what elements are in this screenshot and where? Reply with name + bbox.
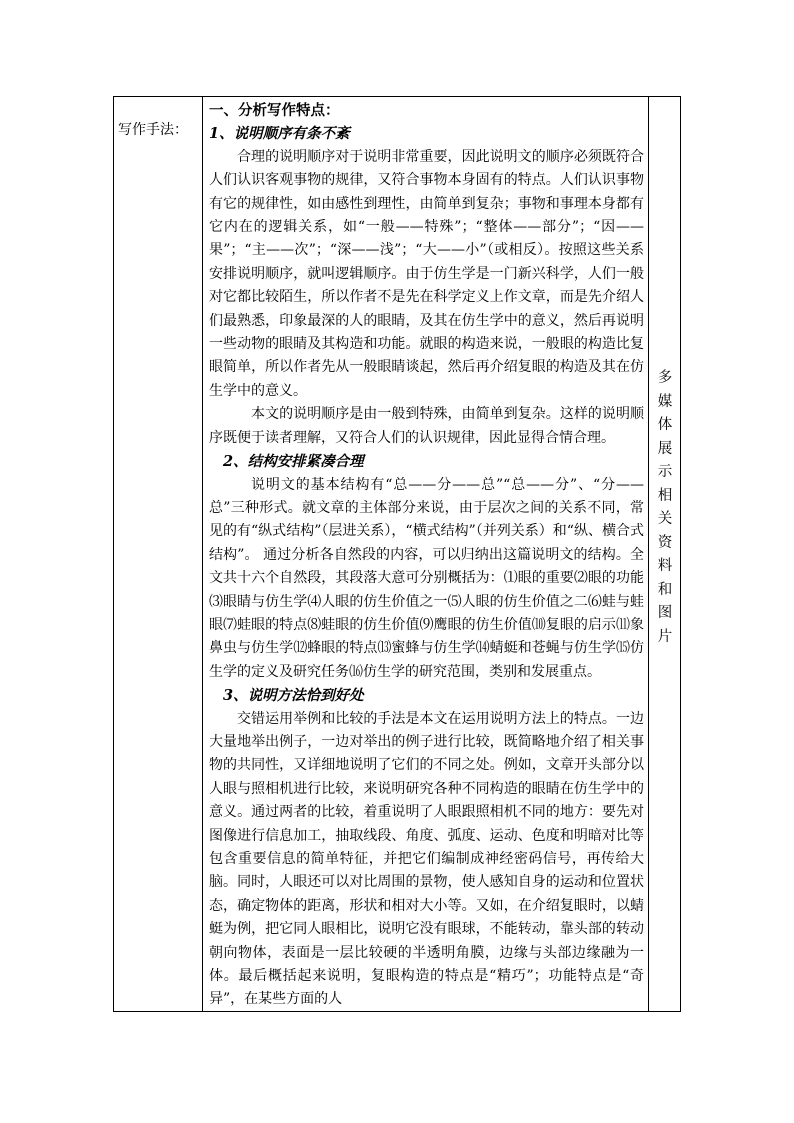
side-char: 相 [657,487,673,504]
side-char: 体 [657,417,673,433]
label-cell [114,97,203,1011]
side-char: 片 [657,628,673,645]
section1-paragraph-2: 本文的说明顺序是由一般到特殊，由简单到复杂。这样的说明顺序既便于读者理解，又符合人们的认识规律，因此显得合情合理。 [209,406,644,446]
label-writing-method: 写作手法： [118,122,188,138]
section1-title: 1、说明顺序有条不紊 [209,125,350,143]
main-content-cell [203,97,649,1011]
side-char: 料 [657,558,673,574]
section3-paragraph-1: 交错运用举例和比较的手法是本文在运用说明方法上的特点。一边大量地举出例子，一边对举出的例子进行比较，既简略地介绍了相关事物的共同性，又详细地说明了它们的不同之处。例如，文章开头部分以人眼与照相机进行比较，来说明研究各种不同构造的眼睛在仿生学中的意义。通过两者的比较，着重说明了人眼跟照相机不同的地方：要先对图像进行信息加工，抽取线段、角度、弧度、运动、色度和明暗对比等包含重要信息的简单特征，并把它们编制成神经密码信号，再传给大脑。同时，人眼还可以对比周围的景物，使人感知自身的运动和位置状态，确定物体的距离，形状和相对大小等。又如，在介绍复眼时，以蜻蜓为例，把它同人眼相比，说明它没有眼球，不能转动，靠头部的转动朝向物体，表面是一层比较硬的半透明角膜，边缘与头部边缘融为一体。最后概括起来说明，复眼构造的特点是“精巧”；功能特点是“奇异”，在某些方面的人 [209,710,644,1008]
section2-title: 2、结构安排紧凑合理 [223,453,364,471]
section2-paragraph-1: 说明文的基本结构有“总——分——总”“总——分”、“分——总”三种形式。就文章的主体部分来说，由于层次之间的关系不同，常见的有“纵式结构”（层进关系），“横式结构”（并列关系）和“纵、横合式结构”。 通过分析各自然段的内容，可以归纳出这篇说明文的结构。全文共十六个自然段，其段落大意可分别概括为：⑴眼的重要⑵眼的功能⑶眼睛与仿生学⑷人眼的仿生价值之一⑸人眼的仿生价值之二⑹蛙与蛙眼⑺蛙眼的特点⑻蛙眼的仿生价值⑼鹰眼的仿生价值⑽复眼的启示⑾象鼻虫与仿生学⑿蜂眼的特点⒀蜜蜂与仿生学⒁蜻蜓和苍蝇与仿生学⒂仿生学的定义及研究任务⒃仿生学的研究范围，类别和发展重点。 [209,476,644,680]
section3-title: 3、说明方法恰到好处 [223,687,364,705]
side-char: 示 [657,464,673,480]
content-table [113,96,681,1012]
side-char: 和 [657,581,673,598]
section-heading: 一、分析写作特点： [209,102,340,119]
side-char: 多 [657,370,673,386]
side-note-vertical-text [655,367,675,649]
side-char: 展 [657,440,673,457]
side-char: 媒 [657,393,673,410]
side-char: 关 [657,511,673,527]
side-char: 资 [657,534,673,551]
section1-paragraph-1: 合理的说明顺序对于说明非常重要，因此说明文的顺序必须既符合人们认识客观事物的规律，又符合事物本身固有的特点。人们认识事物有它的规律性，如由感性到理性，由简单到复杂；事物和事理本身都有它内在的逻辑关系，如“一般——特殊”；“整体——部分”；“因——果”；“主——次”；“深——浅”；“大——小”（或相反）。按照这些关系安排说明顺序，就叫逻辑顺序。由于仿生学是一门新兴科学，人们一般对它都比较陌生，所以作者不是先在科学定义上作文章，而是先介绍人们最熟悉，印象最深的人的眼睛，及其在仿生学中的意义，然后再说明一些动物的眼睛及其构造和功能。就眼的构造来说，一般眼的构造比复眼简单，所以作者先从一般眼睛谈起，然后再介绍复眼的构造及其在仿生学中的意义。 [209,148,644,399]
side-note-cell [649,97,680,1011]
side-char: 图 [657,605,673,621]
